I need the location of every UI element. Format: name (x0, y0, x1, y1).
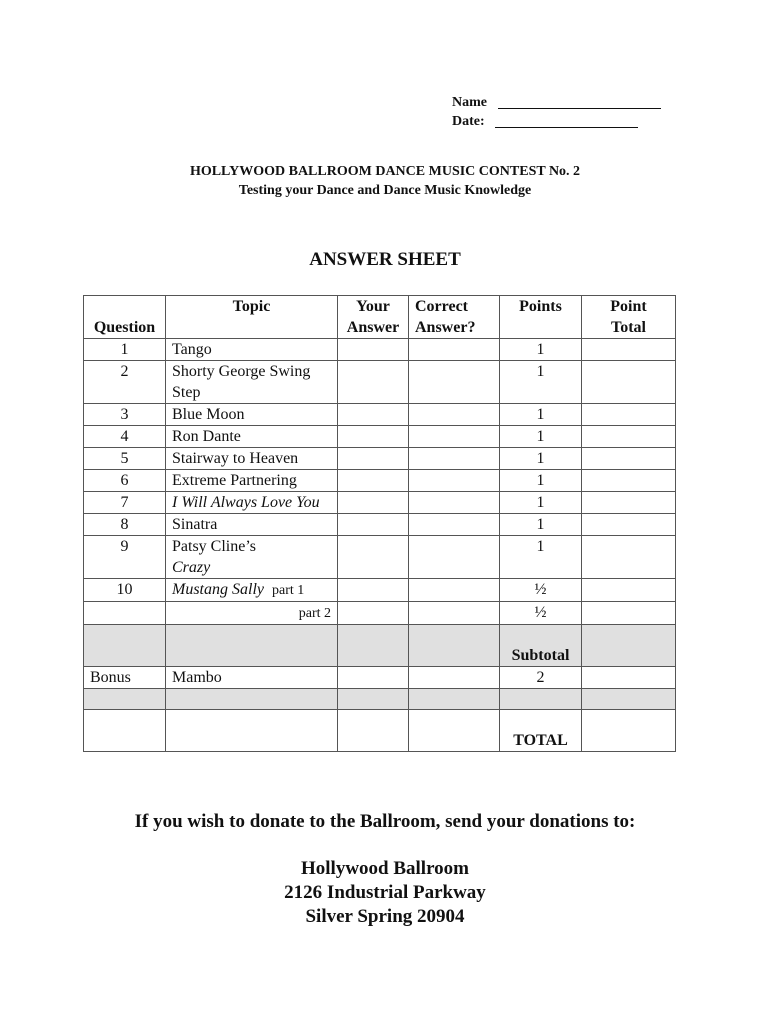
point-total-cell[interactable] (582, 426, 676, 448)
question-number: 1 (84, 339, 166, 361)
header-question: Question (84, 296, 166, 339)
your-answer-cell[interactable] (338, 602, 409, 625)
header-topic: Topic (166, 296, 338, 339)
your-answer-cell[interactable] (338, 404, 409, 426)
your-answer-cell[interactable] (338, 514, 409, 536)
your-answer-cell[interactable] (338, 448, 409, 470)
topic-cell: Blue Moon (166, 404, 338, 426)
header-your-answer: Your Answer (338, 296, 409, 339)
table-row (84, 361, 676, 404)
your-answer-cell[interactable] (338, 667, 409, 689)
contest-subtitle: Testing your Dance and Dance Music Knowledge (238, 183, 532, 198)
points-cell: 1 (500, 492, 582, 514)
subtotal-label: Subtotal (500, 625, 582, 667)
question-number: 4 (84, 426, 166, 448)
address-line: Hollywood Ballroom (300, 858, 470, 879)
subtotal-cell[interactable] (582, 625, 676, 667)
topic-cell: Mustang Sally part 1 (166, 579, 338, 602)
address-line: Silver Spring 20904 (305, 906, 465, 927)
point-total-cell[interactable] (582, 361, 676, 404)
points-cell: 1 (500, 339, 582, 361)
point-total-cell[interactable] (582, 602, 676, 625)
your-answer-cell[interactable] (338, 536, 409, 579)
table-row (84, 536, 676, 579)
header-points: Points (500, 296, 582, 339)
bonus-topic: Mambo (166, 667, 338, 689)
total-row (84, 710, 676, 752)
question-number: 5 (84, 448, 166, 470)
answer-table (83, 295, 676, 752)
topic-cell: Sinatra (166, 514, 338, 536)
correct-answer-cell[interactable] (409, 361, 500, 404)
topic-cell: Tango (166, 339, 338, 361)
correct-answer-cell[interactable] (409, 602, 500, 625)
date-field[interactable] (495, 112, 638, 128)
correct-answer-cell[interactable] (409, 579, 500, 602)
point-total-cell[interactable] (582, 339, 676, 361)
correct-answer-cell[interactable] (409, 492, 500, 514)
points-cell: 1 (500, 448, 582, 470)
point-total-cell[interactable] (582, 470, 676, 492)
question-number (84, 602, 166, 625)
correct-answer-cell[interactable] (409, 426, 500, 448)
points-cell: ½ (500, 602, 582, 625)
answer-sheet-title: ANSWER SHEET (309, 249, 461, 270)
shaded-spacer-row (84, 689, 676, 710)
your-answer-cell[interactable] (338, 339, 409, 361)
points-cell: 1 (500, 536, 582, 579)
question-number: 10 (84, 579, 166, 602)
question-number: 9 (84, 536, 166, 579)
question-number: 8 (84, 514, 166, 536)
correct-answer-cell[interactable] (409, 448, 500, 470)
points-cell: 1 (500, 470, 582, 492)
question-number: 2 (84, 361, 166, 404)
correct-answer-cell[interactable] (409, 404, 500, 426)
topic-cell: part 2 (166, 602, 338, 625)
date-row (452, 112, 661, 131)
total-cell[interactable] (582, 710, 676, 752)
question-number: 7 (84, 492, 166, 514)
name-row (452, 93, 661, 112)
topic-cell: Ron Dante (166, 426, 338, 448)
points-cell: 1 (500, 426, 582, 448)
table-row (84, 426, 676, 448)
point-total-cell[interactable] (582, 536, 676, 579)
your-answer-cell[interactable] (338, 470, 409, 492)
topic-cell: Extreme Partnering (166, 470, 338, 492)
donation-address (0, 857, 770, 929)
correct-answer-cell[interactable] (409, 514, 500, 536)
name-field[interactable] (498, 93, 661, 109)
header-correct-answer: Correct Answer? (409, 296, 500, 339)
topic-cell: Shorty George Swing Step (166, 361, 338, 404)
total-label: TOTAL (500, 710, 582, 752)
table-row (84, 448, 676, 470)
date-label: Date: (452, 114, 485, 129)
contest-title: HOLLYWOOD BALLROOM DANCE MUSIC CONTEST No. 2 (189, 164, 581, 179)
points-cell: 1 (500, 514, 582, 536)
your-answer-cell[interactable] (338, 361, 409, 404)
correct-answer-cell[interactable] (409, 339, 500, 361)
points-cell: ½ (500, 579, 582, 602)
point-total-cell[interactable] (582, 667, 676, 689)
topic-cell: Patsy Cline’s Crazy (166, 536, 338, 579)
points-cell: 1 (500, 361, 582, 404)
subtotal-row (84, 625, 676, 667)
your-answer-cell[interactable] (338, 426, 409, 448)
table-row (84, 339, 676, 361)
header-fields (452, 93, 661, 131)
header-point-total: Point Total (582, 296, 676, 339)
point-total-cell[interactable] (582, 492, 676, 514)
topic-cell: I Will Always Love You (166, 492, 338, 514)
table-row (84, 514, 676, 536)
point-total-cell[interactable] (582, 448, 676, 470)
point-total-cell[interactable] (582, 404, 676, 426)
correct-answer-cell[interactable] (409, 667, 500, 689)
bonus-points: 2 (500, 667, 582, 689)
donation-text: If you wish to donate to the Ballroom, send your donations to: (134, 811, 636, 832)
your-answer-cell[interactable] (338, 492, 409, 514)
table-row (84, 404, 676, 426)
question-number: 3 (84, 404, 166, 426)
table-row (84, 579, 676, 602)
table-header-row (84, 296, 676, 339)
your-answer-cell[interactable] (338, 579, 409, 602)
correct-answer-cell[interactable] (409, 470, 500, 492)
topic-cell: Stairway to Heaven (166, 448, 338, 470)
point-total-cell[interactable] (582, 579, 676, 602)
table-row (84, 470, 676, 492)
question-number: 6 (84, 470, 166, 492)
table-row (84, 602, 676, 625)
address-line: 2126 Industrial Parkway (284, 882, 486, 903)
bonus-label: Bonus (84, 667, 166, 689)
point-total-cell[interactable] (582, 514, 676, 536)
bonus-row (84, 667, 676, 689)
points-cell: 1 (500, 404, 582, 426)
name-label: Name (452, 95, 487, 110)
correct-answer-cell[interactable] (409, 536, 500, 579)
table-row (84, 492, 676, 514)
